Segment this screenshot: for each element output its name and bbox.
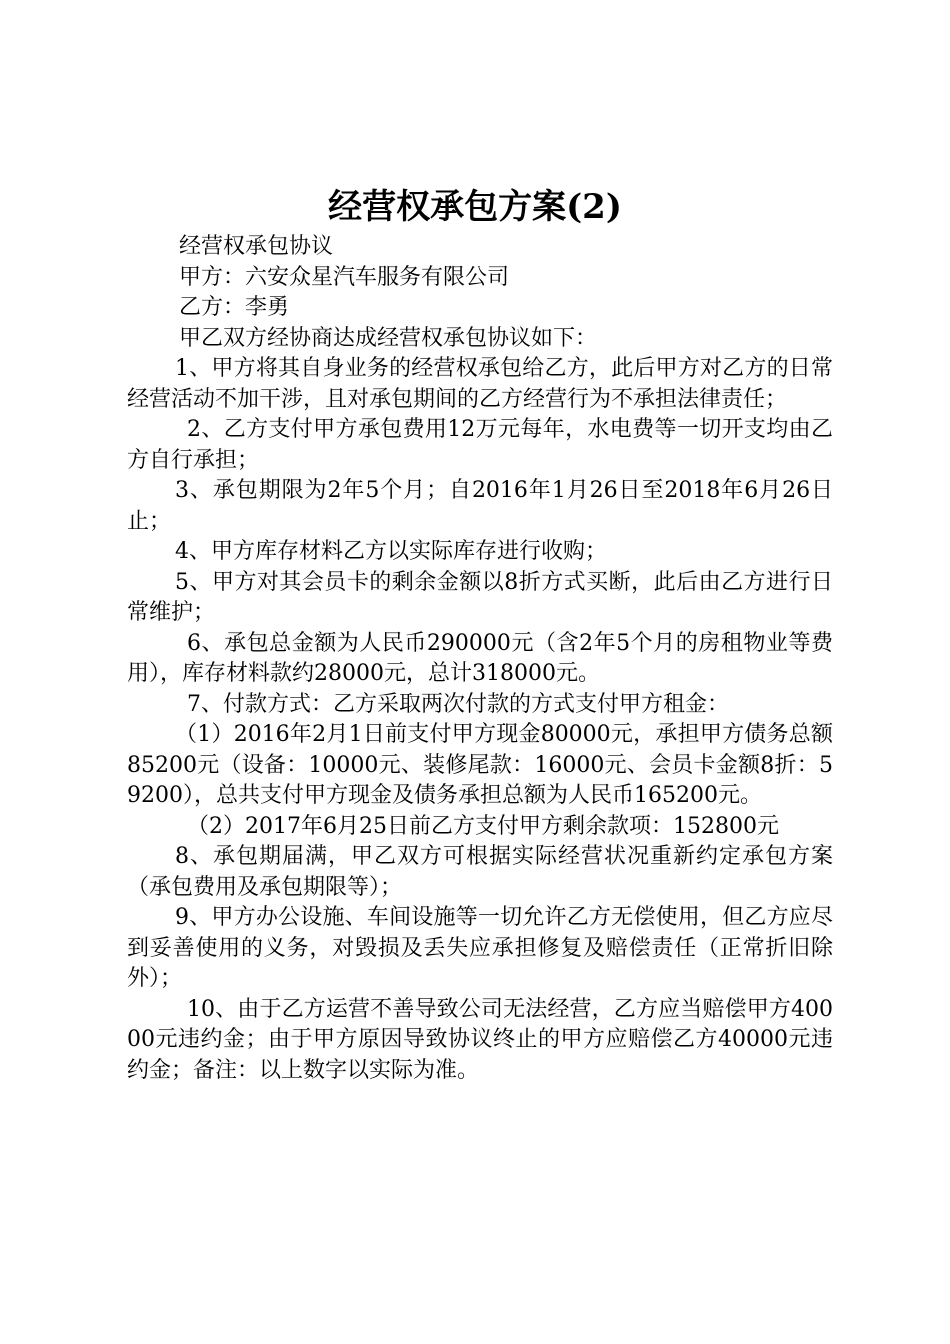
clause-1: 1、甲方将其自身业务的经营权承包给乙方，此后甲方对乙方的日常经营活动不加干涉，且对承包期间的乙方经营行为不承担法律责任； (127, 356, 833, 412)
clause-7-item-2: （2）2017年6月25日前乙方支付甲方剩余款项：152800元 (187, 813, 779, 839)
clause-7-item-1: （1）2016年2月1日前支付甲方现金80000元，承担甲方债务总额85200元（设备：10000元、装修尾款：16000元、会员卡金额8折：59200），总共支付甲方现金及债务承担总额为人民币165200元。 (127, 722, 833, 808)
clause-2: 2、乙方支付甲方承包费用12万元每年，水电费等一切开支均由乙方自行承担； (127, 417, 833, 473)
clause-7: 7、付款方式：乙方采取两次付款的方式支付甲方租金： (187, 691, 729, 717)
document-body (127, 232, 833, 1086)
paragraph-party-b: 乙方：李勇 (179, 295, 290, 320)
clause-10: 10、由于乙方运营不善导致公司无法经营，乙方应当赔偿甲方40000元违约金；由于甲方原因导致协议终止的甲方应赔偿乙方40000元违约金；备注：以上数字以实际为准。 (127, 996, 833, 1083)
clause-5: 5、甲方对其会员卡的剩余金额以8折方式买断，此后由乙方进行日常维护； (127, 569, 833, 625)
clause-9: 9、甲方办公设施、车间设施等一切允许乙方无偿使用，但乙方应尽到妥善使用的义务，对毁损及丢失应承担修复及赔偿责任（正常折旧除外）； (127, 905, 833, 991)
clause-3: 3、承包期限为2年5个月；自2016年1月26日至2018年6月26日止； (127, 478, 833, 534)
document-title: 经营权承包方案(2) (328, 187, 622, 227)
paragraph-heading: 经营权承包协议 (179, 234, 334, 259)
paragraph-party-a: 甲方：六安众星汽车服务有限公司 (179, 264, 510, 290)
clause-4: 4、甲方库存材料乙方以实际库存进行收购； (175, 539, 607, 564)
clause-6: 6、承包总金额为人民币290000元（含2年5个月的房租物业等费用），库存材料款约28000元，总计318000元。 (127, 630, 833, 686)
paragraph-preamble: 甲乙双方经协商达成经营权承包协议如下： (179, 325, 598, 351)
clause-8: 8、承包期届满，甲乙双方可根据实际经营状况重新约定承包方案（承包费用及承包期限等）； (127, 844, 833, 900)
